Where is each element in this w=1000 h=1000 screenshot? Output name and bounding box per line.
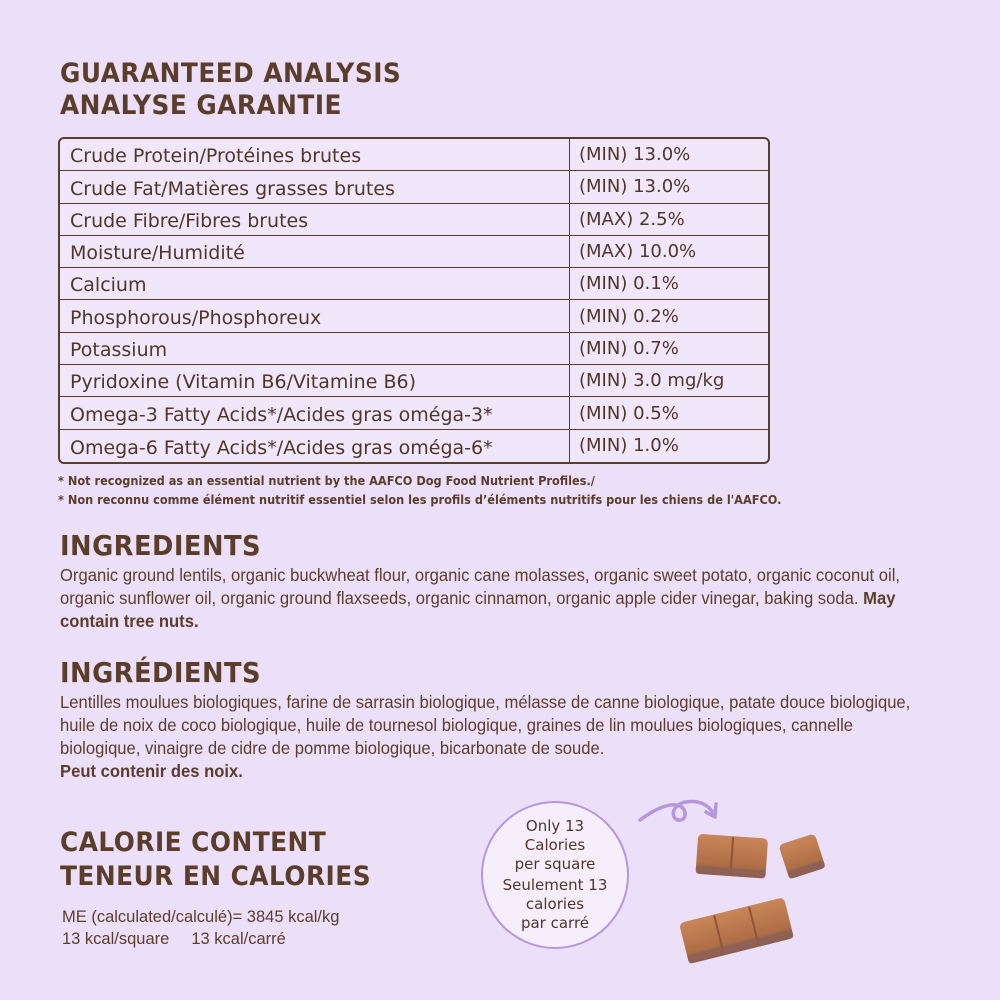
nutrient-name: Calcium bbox=[60, 268, 570, 299]
table-row bbox=[60, 397, 768, 429]
nutrient-value: (MIN) 3.0 mg/kg bbox=[579, 370, 725, 392]
table-row bbox=[60, 333, 768, 365]
me-line: ME (calculated/calculé)= 3845 kcal/kg bbox=[62, 908, 340, 926]
badge-line: par carré bbox=[520, 914, 590, 932]
calorie-heading-en: CALORIE CONTENT bbox=[60, 827, 327, 858]
guaranteed-analysis-heading bbox=[60, 58, 401, 122]
nutrient-value: (MIN) 0.7% bbox=[579, 337, 679, 359]
calorie-heading-fr: TENEUR EN CALORIES bbox=[60, 861, 372, 892]
per-square-fr: 13 kcal/carré bbox=[191, 930, 286, 948]
ingredients-list-fr: Lentilles moulues biologiques, farine de sarrasin biologique, mélasse de canne biologique, patate douce biologique, huile de noix de coco biologique, huile de tournesol biologique, graines de lin moulues biologiques, cannelle biologique, vinaigre de cidre de pomme biologique, bicarbonate de soude. bbox=[60, 692, 911, 758]
nutrient-value: (MAX) 2.5% bbox=[579, 208, 685, 230]
nutrient-name: Omega-3 Fatty Acids*/Acides gras oméga-3* bbox=[60, 397, 570, 428]
table-row bbox=[60, 171, 768, 203]
heading-en: GUARANTEED ANALYSIS bbox=[60, 58, 402, 89]
nutrient-name: Pyridoxine (Vitamin B6/Vitamine B6) bbox=[60, 365, 570, 396]
badge-line: Calories bbox=[524, 836, 586, 854]
per-square-line bbox=[62, 928, 339, 950]
nutrient-value: (MIN) 13.0% bbox=[579, 176, 691, 198]
nutrient-value: (MIN) 13.0% bbox=[579, 144, 691, 166]
ingredients-heading: INGREDIENTS bbox=[60, 529, 262, 562]
heading-fr: ANALYSE GARANTIE bbox=[60, 90, 342, 121]
guaranteed-analysis-table bbox=[58, 137, 770, 464]
badge-line: per square bbox=[514, 855, 596, 873]
nutrient-value: (MIN) 1.0% bbox=[579, 435, 679, 457]
nutrient-name: Phosphorous/Phosphoreux bbox=[60, 300, 570, 331]
nutrient-value: (MAX) 10.0% bbox=[579, 241, 697, 263]
table-row bbox=[60, 430, 768, 462]
allergen-warning: May contain tree nuts. bbox=[60, 588, 896, 631]
ingredients-heading-fr: INGRÉDIENTS bbox=[60, 656, 262, 689]
badge-line: Seulement 13 bbox=[502, 876, 608, 894]
per-square-en: 13 kcal/square bbox=[62, 930, 170, 948]
table-row bbox=[60, 365, 768, 397]
nutrient-name: Crude Protein/Protéines brutes bbox=[60, 139, 570, 170]
nutrient-name: Crude Fibre/Fibres brutes bbox=[60, 204, 570, 235]
table-row bbox=[60, 204, 768, 236]
calorie-values bbox=[62, 906, 339, 950]
nutrient-name: Omega-6 Fatty Acids*/Acides gras oméga-6* bbox=[60, 430, 570, 462]
ingredients-text-fr bbox=[60, 691, 934, 783]
nutrient-name: Crude Fat/Matières grasses brutes bbox=[60, 171, 570, 202]
allergen-warning-fr: Peut contenir des noix. bbox=[60, 761, 243, 781]
calorie-badge bbox=[481, 801, 629, 949]
nutrient-value: (MIN) 0.1% bbox=[579, 273, 679, 295]
footnotes bbox=[58, 472, 781, 510]
table-row bbox=[60, 268, 768, 300]
footnote-fr: * Non reconnu comme élément nutritif essentiel selon les profils d’éléments nutritifs pour les chiens de l'AAFCO. bbox=[58, 493, 782, 507]
ingredients-list: Organic ground lentils, organic buckwheat flour, organic cane molasses, organic sweet potato, organic coconut oil, organic sunflower oil, organic ground flaxseeds, organic cinnamon, organic apple cider vinegar, baking soda. bbox=[60, 565, 901, 608]
table-row bbox=[60, 236, 768, 268]
table-row bbox=[60, 139, 768, 171]
nutrient-value: (MIN) 0.2% bbox=[579, 305, 679, 327]
footnote-en: * Not recognized as an essential nutrient by the AAFCO Dog Food Nutrient Profiles./ bbox=[58, 474, 595, 488]
calorie-content-heading bbox=[60, 826, 371, 894]
nutrient-name: Moisture/Humidité bbox=[60, 236, 570, 267]
nutrient-name: Potassium bbox=[60, 333, 570, 364]
table-row bbox=[60, 300, 768, 332]
badge-line: Only 13 bbox=[525, 817, 585, 835]
nutrient-value: (MIN) 0.5% bbox=[579, 402, 679, 424]
ingredients-text-en bbox=[60, 564, 934, 633]
treat-squares-image bbox=[675, 828, 835, 973]
badge-line: calories bbox=[525, 895, 585, 913]
